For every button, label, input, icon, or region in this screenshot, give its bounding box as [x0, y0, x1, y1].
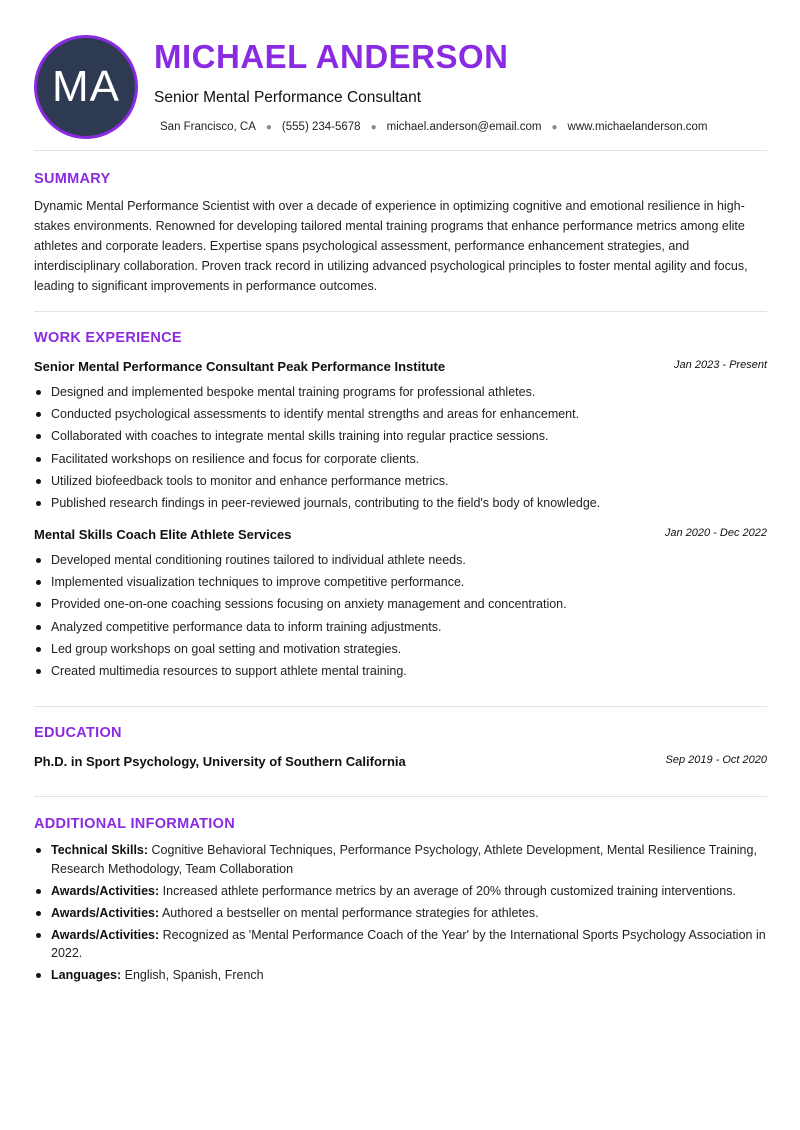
- education-entry: [34, 753, 767, 771]
- summary-text: Dynamic Mental Performance Scientist with over a decade of experience in optimizing cognitive and emotional resilience in high-stakes environments. Renowned for developing tailored mental training programs that enhance performance metrics among elite athletes and corporate leaders. Expertise spans psychological assessment, performance enhancement strategies, and interdisciplinary collaboration. Proven track record in utilizing advanced psychological principles to foster mental agility and focus, leading to significant improvements in performance outcomes.: [34, 199, 748, 293]
- list-item: [34, 882, 767, 901]
- list-item: Designed and implemented bespoke mental training programs for professional athletes.: [34, 381, 767, 403]
- job-bullets: [34, 549, 767, 682]
- item-text: Increased athlete performance metrics by an average of 20% through customized training interventions.: [162, 883, 736, 898]
- contact-info: [160, 121, 708, 133]
- job-bullets: [34, 381, 767, 514]
- additional-heading: ADDITIONAL INFORMATION: [34, 816, 235, 832]
- list-item: Developed mental conditioning routines tailored to individual athlete needs.: [34, 549, 767, 571]
- divider: [34, 796, 767, 797]
- summary-heading: SUMMARY: [34, 171, 111, 187]
- candidate-name: MICHAEL ANDERSON: [154, 38, 509, 75]
- list-item: Led group workshops on goal setting and motivation strategies.: [34, 638, 767, 660]
- contact-website[interactable]: www.michaelanderson.com: [567, 121, 708, 133]
- list-item: Conducted psychological assessments to identify mental strengths and areas for enhancement.: [34, 403, 767, 425]
- job-header: [34, 358, 767, 376]
- education-heading: EDUCATION: [34, 725, 122, 741]
- job-dates: Jan 2020 - Dec 2022: [664, 527, 767, 539]
- list-item: Utilized biofeedback tools to monitor and enhance performance metrics.: [34, 470, 767, 492]
- divider: [34, 311, 767, 312]
- separator-dot-icon: ●: [265, 121, 272, 133]
- list-item: Collaborated with coaches to integrate mental skills training into regular practice sessions.: [34, 425, 767, 447]
- list-item: Facilitated workshops on resilience and focus for corporate clients.: [34, 448, 767, 470]
- experience-heading: WORK EXPERIENCE: [34, 330, 182, 346]
- avatar-initials: MA: [52, 62, 120, 111]
- list-item: Created multimedia resources to support athlete mental training.: [34, 660, 767, 682]
- list-item: Provided one-on-one coaching sessions focusing on anxiety management and concentration.: [34, 593, 767, 615]
- job-role: Senior Mental Performance Consultant Peak Performance Institute: [34, 359, 446, 374]
- divider: [34, 706, 767, 707]
- list-item: [34, 841, 767, 878]
- job-role: Mental Skills Coach Elite Athlete Services: [34, 527, 292, 542]
- item-label: Languages:: [51, 968, 122, 982]
- divider: [34, 150, 767, 151]
- list-item: Analyzed competitive performance data to inform training adjustments.: [34, 616, 767, 638]
- separator-dot-icon: ●: [551, 121, 558, 133]
- avatar: [34, 35, 138, 139]
- job-header: [34, 526, 767, 544]
- additional-list: [34, 841, 767, 988]
- list-item: Published research findings in peer-reviewed journals, contributing to the field's body of knowledge.: [34, 492, 767, 514]
- item-text: English, Spanish, French: [124, 968, 264, 982]
- list-item: [34, 926, 767, 963]
- item-text: Cognitive Behavioral Techniques, Performance Psychology, Athlete Development, Mental Resilience Training, Research Methodology, Team Collaboration: [51, 843, 757, 876]
- contact-location: San Francisco, CA: [160, 121, 256, 133]
- item-text: Recognized as 'Mental Performance Coach of the Year' by the International Sports Psychology Association in 2022.: [51, 927, 766, 960]
- list-item: [34, 904, 767, 923]
- list-item: Implemented visualization techniques to improve competitive performance.: [34, 571, 767, 593]
- separator-dot-icon: ●: [370, 121, 377, 133]
- item-text: Authored a bestseller on mental performance strategies for athletes.: [161, 905, 539, 920]
- job-dates: Jan 2023 - Present: [674, 359, 767, 371]
- education-degree: Ph.D. in Sport Psychology, University of Southern California: [34, 754, 406, 769]
- candidate-title: Senior Mental Performance Consultant: [154, 89, 422, 106]
- education-dates: Sep 2019 - Oct 2020: [665, 754, 767, 766]
- contact-phone: (555) 234-5678: [281, 121, 361, 133]
- contact-email[interactable]: michael.anderson@email.com: [386, 121, 542, 133]
- item-label: Awards/Activities:: [51, 883, 160, 898]
- item-label: Technical Skills:: [51, 843, 149, 857]
- list-item: [34, 966, 767, 985]
- item-label: Awards/Activities:: [51, 927, 160, 942]
- item-label: Awards/Activities:: [51, 905, 160, 920]
